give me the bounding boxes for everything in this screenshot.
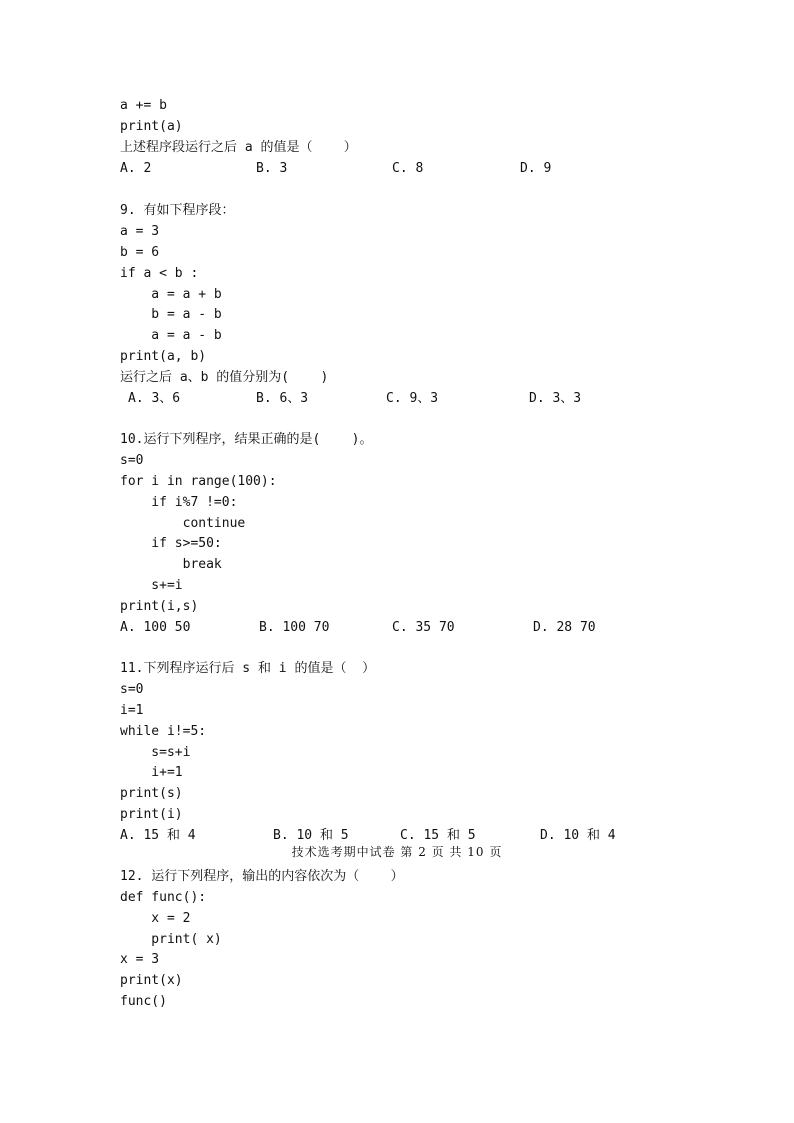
code-line: s+=i xyxy=(120,578,183,593)
option-a: A. 100 50 xyxy=(120,620,191,635)
option-d: D. 3、3 xyxy=(529,391,582,406)
question-stem: 运行之后 a、b 的值分别为( ) xyxy=(120,370,329,385)
code-line: x = 2 xyxy=(120,911,191,926)
code-line: print(x) xyxy=(120,973,183,988)
code-line: s=0 xyxy=(120,453,144,468)
code-line: if i%7 !=0: xyxy=(120,495,238,510)
option-d: D. 10 和 4 xyxy=(540,828,616,843)
code-line: print(s) xyxy=(120,786,183,801)
option-d: D. 9 xyxy=(520,161,552,176)
question-title: 9. 有如下程序段： xyxy=(120,203,235,218)
option-c: C. 15 和 5 xyxy=(400,828,476,843)
page-footer: 技术选考期中试卷 第 2 页 共 10 页 xyxy=(291,845,503,859)
code-line: i+=1 xyxy=(120,765,183,780)
option-c: C. 35 70 xyxy=(392,620,455,635)
code-line: x = 3 xyxy=(120,952,160,967)
option-a: A. 15 和 4 xyxy=(120,828,196,843)
option-d: D. 28 70 xyxy=(533,620,596,635)
question-stem: 上述程序段运行之后 a 的值是（ ） xyxy=(120,140,357,155)
code-line: i=1 xyxy=(120,703,144,718)
code-line: a += b xyxy=(120,98,167,113)
question-title: 10.运行下列程序，结果正确的是( )。 xyxy=(120,432,373,447)
option-a: A. 3、6 xyxy=(128,391,181,406)
code-line: b = 6 xyxy=(120,245,160,260)
code-line: print(i) xyxy=(120,807,183,822)
code-line: a = a - b xyxy=(120,328,222,343)
question-title: 12. 运行下列程序，输出的内容依次为（ ） xyxy=(120,869,404,884)
code-line: a = 3 xyxy=(120,224,160,239)
code-line: s=s+i xyxy=(120,745,191,760)
option-b: B. 100 70 xyxy=(259,620,330,635)
code-line: func() xyxy=(120,994,167,1009)
code-line: if a < b : xyxy=(120,266,199,281)
code-line: a = a + b xyxy=(120,287,222,302)
option-b: B. 6、3 xyxy=(256,391,309,406)
code-line: for i in range(100): xyxy=(120,474,277,489)
code-line: print( x) xyxy=(120,932,222,947)
option-b: B. 3 xyxy=(256,161,288,176)
code-line: b = a - b xyxy=(120,307,222,322)
option-a: A. 2 xyxy=(120,161,152,176)
code-line: if s>=50: xyxy=(120,536,222,551)
question-title: 11.下列程序运行后 s 和 i 的值是（ ） xyxy=(120,661,376,676)
code-line: print(i,s) xyxy=(120,599,199,614)
code-line: continue xyxy=(120,516,246,531)
option-c: C. 9、3 xyxy=(386,391,439,406)
code-line: def func(): xyxy=(120,890,207,905)
code-line: print(a) xyxy=(120,119,183,134)
code-line: print(a, b) xyxy=(120,349,207,364)
code-line: s=0 xyxy=(120,682,144,697)
code-line: while i!=5: xyxy=(120,724,207,739)
option-c: C. 8 xyxy=(392,161,424,176)
code-line: break xyxy=(120,557,222,572)
option-b: B. 10 和 5 xyxy=(273,828,349,843)
